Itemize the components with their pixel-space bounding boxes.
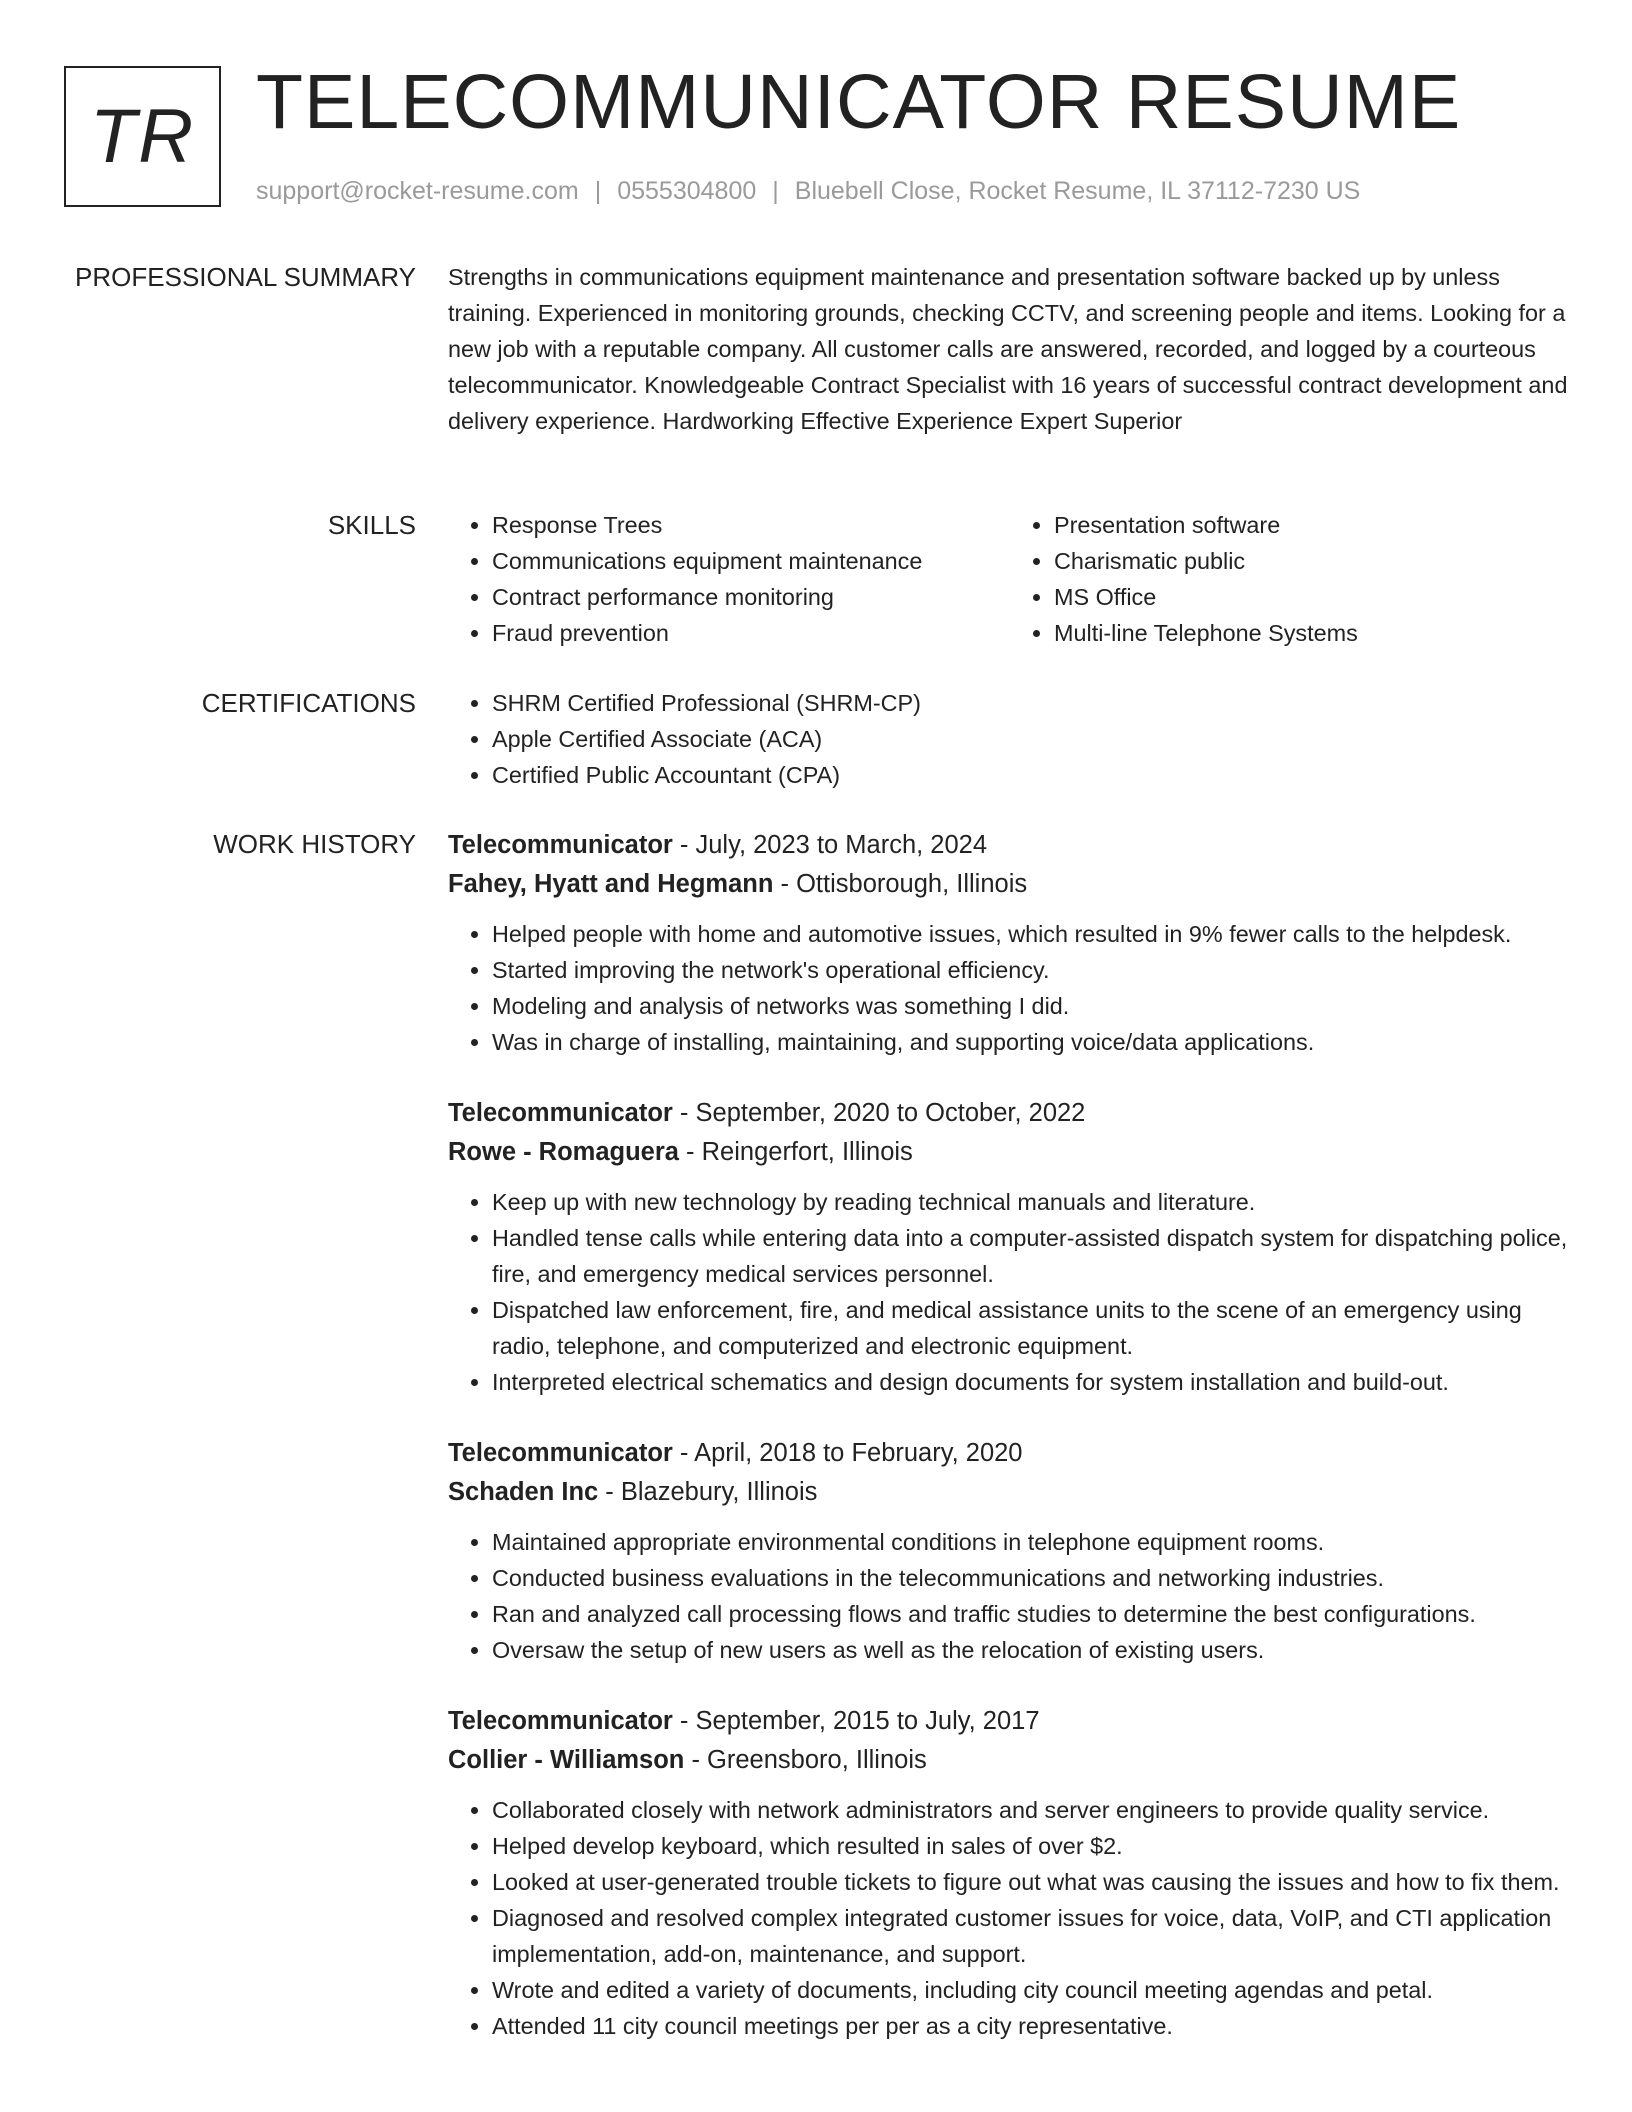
job-dates: - September, 2015 to July, 2017 [672, 1707, 1040, 1735]
job-bullet: • Wrote and edited a variety of documents, including city council meeting agendas and petal. [492, 1972, 1572, 2008]
skill-item: • Response Trees [492, 507, 1010, 543]
job-bullet: • Modeling and analysis of networks was something I did. [492, 988, 1572, 1024]
work-history-section [448, 826, 1572, 2078]
job-bullet: • Keep up with new technology by reading technical manuals and literature. [492, 1184, 1572, 1220]
job-location: - Blazebury, Illinois [598, 1478, 818, 1506]
summary-section [448, 259, 1572, 439]
work-history-label: WORK HISTORY [213, 829, 416, 859]
summary-text: Strengths in communications equipment maintenance and presentation software backed up by unless training. Experienced in monitoring grounds, checking CCTV, and screening people and items. Looking for a new job with a reputable company. All customer calls are answered, recorded, and logged by a courteous telecommunicator. Knowledgeable Contract Specialist with 16 years of successful contract development and delivery experience. Hardworking Effective Experience Expert Superior [448, 264, 1568, 434]
job-dates: - September, 2020 to October, 2022 [672, 1099, 1086, 1127]
skill-item: • Multi-line Telephone Systems [1054, 615, 1572, 651]
contact-address: Bluebell Close, Rocket Resume, IL 37112-7230 US [794, 177, 1361, 205]
job-bullet: • Oversaw the setup of new users as well as the relocation of existing users. [492, 1632, 1572, 1668]
monogram-initials: TR [64, 66, 221, 207]
skill-item: • Contract performance monitoring [492, 579, 1010, 615]
job-company-line [448, 1741, 1572, 1780]
certification-item: • Certified Public Accountant (CPA) [492, 757, 1572, 793]
job-title: Telecommunicator [448, 1707, 673, 1735]
job-bullet: • Diagnosed and resolved complex integrated customer issues for voice, data, VoIP, and CTI application implementation, add-on, maintenance, and support. [492, 1900, 1572, 1972]
job-bullet: • Helped develop keyboard, which resulted in sales of over $2. [492, 1828, 1572, 1864]
job-bullets [448, 1792, 1572, 2044]
job-bullet: • Helped people with home and automotive issues, which resulted in 9% fewer calls to the helpdesk. [492, 916, 1572, 952]
contact-email: support@rocket-resume.com [256, 177, 579, 205]
skill-item: • Presentation software [1054, 507, 1572, 543]
skills-list-left [448, 507, 1010, 651]
job-bullet: • Maintained appropriate environmental conditions in telephone equipment rooms. [492, 1524, 1572, 1560]
job-company: Fahey, Hyatt and Hegmann [448, 870, 774, 898]
job-bullet: • Dispatched law enforcement, fire, and medical assistance units to the scene of an emergency using radio, telephone, and computerized and electronic equipment. [492, 1292, 1572, 1364]
certifications-section [448, 685, 1572, 793]
job-bullets [448, 916, 1572, 1060]
job-company-line [448, 865, 1572, 904]
skills-section [448, 507, 1572, 651]
job-dates: - April, 2018 to February, 2020 [672, 1439, 1023, 1467]
skills-label: SKILLS [327, 510, 416, 540]
job-entry [448, 1434, 1572, 1668]
job-title: Telecommunicator [448, 1099, 673, 1127]
job-bullet: • Started improving the network's operational efficiency. [492, 952, 1572, 988]
job-bullets [448, 1524, 1572, 1668]
skill-item: • Fraud prevention [492, 615, 1010, 651]
job-title: Telecommunicator [448, 831, 673, 859]
certification-item: • Apple Certified Associate (ACA) [492, 721, 1572, 757]
job-bullet: • Interpreted electrical schematics and design documents for system installation and build-out. [492, 1364, 1572, 1400]
job-title-line [448, 1094, 1572, 1133]
contact-separator: | [772, 177, 779, 205]
job-entry [448, 1094, 1572, 1400]
job-title-line [448, 1702, 1572, 1741]
job-bullet: • Conducted business evaluations in the telecommunications and networking industries. [492, 1560, 1572, 1596]
certification-item: • SHRM Certified Professional (SHRM-CP) [492, 685, 1572, 721]
job-company: Schaden Inc [448, 1478, 599, 1506]
resume-title: TELECOMMUNICATOR RESUME [256, 59, 1462, 145]
job-dates: - July, 2023 to March, 2024 [672, 831, 988, 859]
job-bullet: • Handled tense calls while entering data into a computer-assisted dispatch system for dispatching police, fire, and emergency medical services personnel. [492, 1220, 1572, 1292]
job-bullet: • Looked at user-generated trouble tickets to figure out what was causing the issues and how to fix them. [492, 1864, 1572, 1900]
summary-label: PROFESSIONAL SUMMARY [75, 262, 416, 292]
job-bullet: • Attended 11 city council meetings per per as a city representative. [492, 2008, 1572, 2044]
job-bullet: • Was in charge of installing, maintaining, and supporting voice/data applications. [492, 1024, 1572, 1060]
contact-phone: 0555304800 [617, 177, 757, 205]
job-company: Rowe - Romaguera [448, 1138, 679, 1166]
job-company-line [448, 1473, 1572, 1512]
job-title-line [448, 1434, 1572, 1473]
contact-line [256, 173, 1360, 209]
job-entry [448, 1702, 1572, 2044]
skill-item: • MS Office [1054, 579, 1572, 615]
job-title: Telecommunicator [448, 1439, 673, 1467]
job-location: - Ottisborough, Illinois [773, 870, 1028, 898]
job-location: - Reingerfort, Illinois [678, 1138, 913, 1166]
job-company-line [448, 1133, 1572, 1172]
job-title-line [448, 826, 1572, 865]
contact-separator: | [594, 177, 602, 205]
job-bullet: • Collaborated closely with network administrators and server engineers to provide quality service. [492, 1792, 1572, 1828]
job-company: Collier - Williamson [448, 1746, 685, 1774]
job-bullets [448, 1184, 1572, 1400]
job-bullet: • Ran and analyzed call processing flows and traffic studies to determine the best configurations. [492, 1596, 1572, 1632]
certifications-label: CERTIFICATIONS [201, 688, 416, 718]
job-location: - Greensboro, Illinois [684, 1746, 927, 1774]
job-entry [448, 826, 1572, 1060]
skills-list-right [1010, 507, 1572, 651]
certifications-list [448, 685, 1572, 793]
skill-item: • Charismatic public [1054, 543, 1572, 579]
skill-item: • Communications equipment maintenance [492, 543, 1010, 579]
